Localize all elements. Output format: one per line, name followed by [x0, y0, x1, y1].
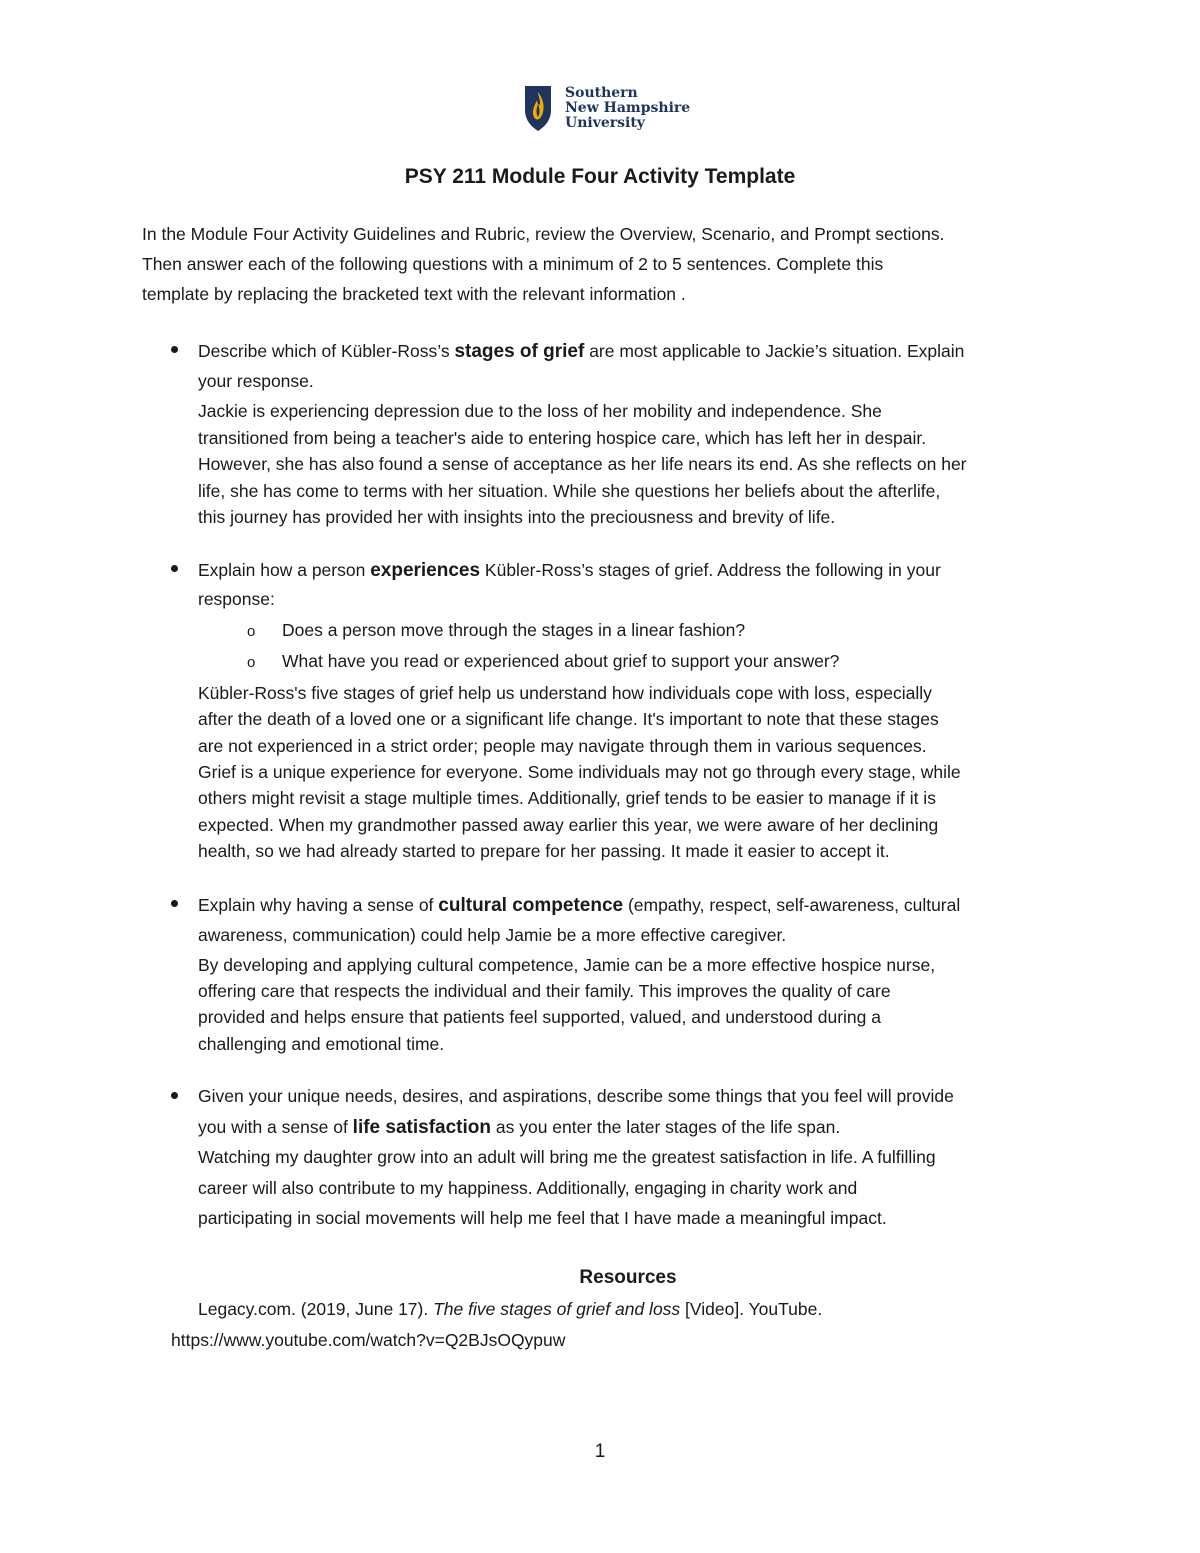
- answer-2-line: others might revisit a stage multiple times. Additionally, grief tends to be easier to manage if it is: [198, 788, 936, 808]
- prompt-text: Explain how a person: [198, 560, 371, 580]
- logo-line-1: Southern: [565, 84, 638, 101]
- answer-3-line: challenging and emotional time.: [198, 1034, 445, 1054]
- answer-4-line: Watching my daughter grow into an adult will bring me the greatest satisfaction in life. A fulfilling: [198, 1147, 936, 1167]
- question-4-prompt: Given your unique needs, desires, and aspirations, describe some things that you feel will provide: [198, 1086, 954, 1106]
- page-number: 1: [594, 1441, 606, 1462]
- answer-2-line: are not experienced in a strict order; people may navigate through them in various sequences.: [198, 736, 927, 756]
- bullet-marker: [171, 1092, 178, 1099]
- prompt-text: are most applicable to Jackie’s situation. Explain: [584, 341, 965, 361]
- bullet-marker: [171, 565, 178, 572]
- answer-1-line: life, she has come to terms with her situation. While she questions her beliefs about the afterlife,: [198, 481, 941, 501]
- prompt-keyword: cultural competence: [438, 895, 624, 916]
- sub-bullet-marker: o: [247, 654, 256, 671]
- intro-line-3: template by replacing the bracketed text with the relevant information .: [142, 284, 686, 304]
- reference-source: [Video]. YouTube.: [680, 1299, 823, 1319]
- answer-1-line: transitioned from being a teacher's aide to entering hospice care, which has left her in despair.: [198, 428, 927, 448]
- sub-bullet-marker: o: [247, 623, 256, 640]
- logo-line-2: New Hampshire: [565, 99, 691, 116]
- answer-1-line: Jackie is experiencing depression due to the loss of her mobility and independence. She: [198, 401, 882, 421]
- logo-wordmark: [565, 86, 690, 131]
- resources-heading: Resources: [579, 1267, 677, 1288]
- question-1-prompt: [198, 342, 964, 361]
- prompt-text: as you enter the later stages of the life span.: [491, 1117, 841, 1137]
- answer-4-line: participating in social movements will help me feel that I have made a meaningful impact.: [198, 1208, 887, 1228]
- answer-1-line: However, she has also found a sense of acceptance as her life nears its end. As she reflects on her: [198, 454, 967, 474]
- prompt-keyword: life satisfaction: [352, 1117, 491, 1138]
- prompt-text: (empathy, respect, self-awareness, cultural: [623, 895, 961, 915]
- university-logo: [523, 84, 690, 132]
- prompt-text: Kübler-Ross’s stages of grief. Address the following in your: [480, 560, 941, 580]
- answer-3-line: offering care that respects the individual and their family. This improves the quality of care: [198, 981, 891, 1001]
- intro-line-1: In the Module Four Activity Guidelines and Rubric, review the Overview, Scenario, and Prompt sections.: [142, 224, 945, 244]
- question-2-prompt-cont: response:: [198, 589, 275, 609]
- bullet-marker: [171, 346, 178, 353]
- prompt-text: Describe which of Kübler-Ross’s: [198, 341, 455, 361]
- page-title: PSY 211 Module Four Activity Template: [404, 165, 796, 188]
- question-3-prompt-cont: awareness, communication) could help Jamie be a more effective caregiver.: [198, 925, 787, 945]
- answer-2-line: expected. When my grandmother passed away earlier this year, we were aware of her declining: [198, 815, 939, 835]
- sub-question: Does a person move through the stages in a linear fashion?: [282, 620, 746, 640]
- reference-author: Legacy.com. (2019, June 17).: [198, 1299, 434, 1319]
- flame-shield-icon: [523, 84, 553, 132]
- answer-2-line: health, so we had already started to prepare for her passing. It made it easier to accept it.: [198, 841, 890, 861]
- answer-2-line: after the death of a loved one or a significant life change. It's important to note that these stages: [198, 709, 939, 729]
- prompt-keyword: experiences: [370, 560, 481, 581]
- prompt-text: Explain why having a sense of: [198, 895, 439, 915]
- intro-line-2: Then answer each of the following questions with a minimum of 2 to 5 sentences. Complete this: [142, 254, 884, 274]
- reference-entry: [198, 1301, 822, 1319]
- answer-1-line: this journey has provided her with insights into the preciousness and brevity of life.: [198, 507, 836, 527]
- answer-4-line: career will also contribute to my happiness. Additionally, engaging in charity work and: [198, 1178, 858, 1198]
- answer-3-line: provided and helps ensure that patients feel supported, valued, and understood during a: [198, 1007, 881, 1027]
- question-3-prompt: [198, 896, 960, 915]
- reference-title: The five stages of grief and loss: [433, 1299, 681, 1319]
- prompt-keyword: stages of grief: [454, 341, 585, 362]
- question-1-prompt-cont: your response.: [198, 371, 314, 391]
- reference-url[interactable]: https://www.youtube.com/watch?v=Q2BJsOQypuw: [171, 1330, 566, 1350]
- question-4-prompt-cont: [198, 1118, 840, 1137]
- question-2-prompt: [198, 561, 941, 580]
- answer-3-line: By developing and applying cultural competence, Jamie can be a more effective hospice nurse,: [198, 955, 936, 975]
- logo-line-3: University: [565, 114, 645, 131]
- answer-2-line: Grief is a unique experience for everyone. Some individuals may not go through every stage, while: [198, 762, 961, 782]
- answer-2-line: Kübler-Ross's five stages of grief help us understand how individuals cope with loss, especially: [198, 683, 932, 703]
- sub-question: What have you read or experienced about grief to support your answer?: [282, 651, 840, 671]
- bullet-marker: [171, 900, 178, 907]
- prompt-text: you with a sense of: [198, 1117, 353, 1137]
